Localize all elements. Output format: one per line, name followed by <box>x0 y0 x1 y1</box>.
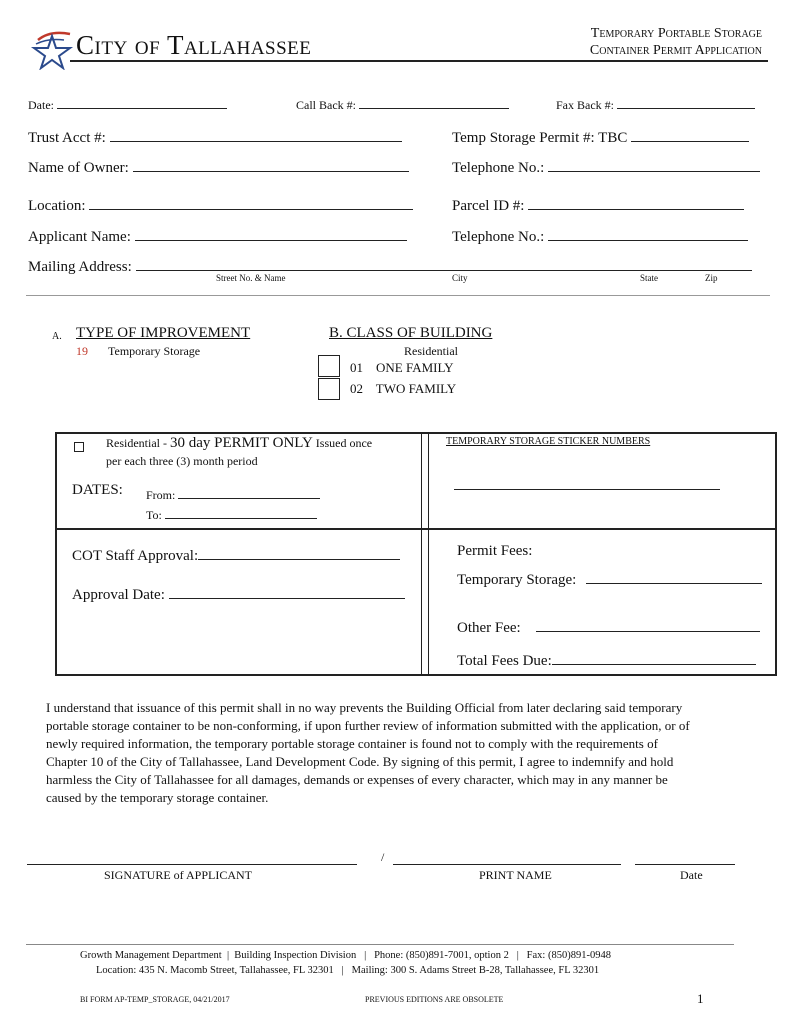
parcel-field <box>452 195 744 215</box>
parcel-input[interactable] <box>528 195 744 210</box>
date-input[interactable] <box>57 94 227 109</box>
to-input[interactable] <box>165 504 317 519</box>
sub-street: Street No. & Name <box>216 273 286 283</box>
print-name-input[interactable] <box>393 864 621 865</box>
from-input[interactable] <box>178 484 320 499</box>
trust-acct-label: Trust Acct #: <box>28 130 106 146</box>
telephone-input[interactable] <box>548 157 760 172</box>
star-logo-icon <box>30 26 76 70</box>
permit-fees-label: Permit Fees: <box>457 543 533 559</box>
fax-label: Fax Back #: <box>556 98 614 112</box>
applicant-field <box>28 226 407 246</box>
date-field <box>28 94 227 113</box>
temp-permit-input[interactable] <box>631 127 749 142</box>
sig-date-input[interactable] <box>635 864 735 865</box>
box-vertical-divider <box>421 434 429 674</box>
agreement-line: I understand that issuance of this permit shall in no way prevents the Building Official from later declaring said temporary <box>46 700 683 715</box>
approval-date-input[interactable] <box>169 584 405 599</box>
total-fees-label: Total Fees Due: <box>457 653 552 669</box>
owner-field <box>28 157 409 177</box>
agreement-line: portable storage container to be non-conforming, if upon further review of information submitted with the application, or of <box>46 718 690 733</box>
agreement-line: newly required information, the temporary portable storage container is found not to comply with the requirements of <box>46 736 658 751</box>
applicant-label: Applicant Name: <box>28 229 131 245</box>
to-label: To: <box>146 508 162 522</box>
sticker-heading: TEMPORARY STORAGE STICKER NUMBERS <box>446 436 651 447</box>
one-family-checkbox[interactable] <box>318 355 340 377</box>
owner-label: Name of Owner: <box>28 160 129 176</box>
to-field <box>146 504 317 523</box>
temp-permit-field <box>452 127 749 147</box>
total-fees-input[interactable] <box>552 650 756 665</box>
improvement-item: Temporary Storage <box>108 344 201 358</box>
owner-input[interactable] <box>133 157 409 172</box>
improvement-code: 19 <box>76 344 88 358</box>
date-label: Date: <box>28 98 54 112</box>
applicant-input[interactable] <box>135 226 407 241</box>
improvement-prefix: A. <box>52 331 62 342</box>
parcel-label: Parcel ID #: <box>452 198 525 214</box>
agreement-line: Chapter 10 of the City of Tallahassee, Land Development Code. By signing of this permit, I agree to indemnify and hold <box>46 754 674 769</box>
form-title-line1: Temporary Portable Storage <box>590 26 762 41</box>
mailing-label: Mailing Address: <box>28 259 132 275</box>
sig-date-label: Date <box>680 868 703 882</box>
fax-input[interactable] <box>617 94 755 109</box>
two-family-option <box>318 378 340 400</box>
telephone2-label: Telephone No.: <box>452 229 545 245</box>
staff-approval-field <box>72 545 400 565</box>
callback-field <box>296 94 509 113</box>
callback-input[interactable] <box>359 94 509 109</box>
box-horizontal-divider <box>57 528 775 530</box>
temp-storage-fee-label: Temporary Storage: <box>457 572 577 588</box>
from-field <box>146 484 320 503</box>
location-input[interactable] <box>89 195 413 210</box>
temp-storage-fee-field <box>457 569 762 589</box>
issued-once: Issued once <box>312 436 373 450</box>
improvement-heading: TYPE OF IMPROVEMENT <box>76 325 251 341</box>
trust-acct-field <box>28 127 402 147</box>
permit-period: per each three (3) month period <box>106 454 258 468</box>
telephone-label: Telephone No.: <box>452 160 545 176</box>
one-family-option <box>318 355 340 377</box>
residential-permit-option <box>74 438 84 456</box>
two-family-checkbox[interactable] <box>318 378 340 400</box>
other-fee-input[interactable] <box>536 617 760 632</box>
trust-acct-input[interactable] <box>110 127 402 142</box>
staff-approval-input[interactable] <box>198 545 400 560</box>
city-logo <box>30 26 76 70</box>
sub-zip: Zip <box>705 273 718 283</box>
sub-state: State <box>640 273 658 283</box>
telephone2-field <box>452 226 748 246</box>
footer-rule <box>26 944 734 945</box>
telephone2-input[interactable] <box>548 226 748 241</box>
callback-label: Call Back #: <box>296 98 356 112</box>
residential-permit-text <box>106 435 372 452</box>
signature-input[interactable] <box>27 864 357 865</box>
class-residential: Residential <box>404 344 458 358</box>
signature-slash: / <box>381 850 385 864</box>
location-label: Location: <box>28 198 86 214</box>
total-fees-field <box>457 650 756 670</box>
approval-date-label: Approval Date: <box>72 587 165 603</box>
signature-label: SIGNATURE of APPLICANT <box>104 868 253 882</box>
footer-line2: Location: 435 N. Macomb Street, Tallahassee, FL 32301 | Mailing: 300 S. Adams Street B-28, Tallahassee, FL 32301 <box>96 965 600 976</box>
fax-field <box>556 94 755 113</box>
mailing-input[interactable] <box>136 256 752 271</box>
header-rule <box>70 60 768 62</box>
staff-approval-label: COT Staff Approval: <box>72 548 199 564</box>
temp-storage-fee-input[interactable] <box>586 569 762 584</box>
class-heading: B. CLASS OF BUILDING <box>329 325 493 341</box>
other-fee-field <box>457 617 760 637</box>
two-family-label: 02 TWO FAMILY <box>350 381 457 396</box>
form-id: BI FORM AP-TEMP_STORAGE, 04/21/2017 <box>80 995 230 1004</box>
dates-label: DATES: <box>72 482 123 498</box>
approval-date-field <box>72 584 405 604</box>
location-field <box>28 195 413 215</box>
residential-prefix: Residential - <box>106 436 170 450</box>
form-title-line2: Container Permit Application <box>589 43 762 58</box>
sub-city: City <box>452 273 468 283</box>
agreement-line: caused by the temporary storage container. <box>46 790 269 805</box>
other-fee-label: Other Fee: <box>457 620 521 636</box>
agreement-paragraph <box>46 699 690 807</box>
temp-permit-label: Temp Storage Permit #: TBC <box>452 130 628 146</box>
section-divider <box>26 295 770 296</box>
print-name-label: PRINT NAME <box>479 868 552 882</box>
obsolete-note: PREVIOUS EDITIONS ARE OBSOLETE <box>365 995 504 1004</box>
residential-permit-checkbox[interactable] <box>74 442 84 452</box>
page-number: 1 <box>697 991 704 1006</box>
city-name: City of Tallahassee <box>76 30 312 60</box>
telephone-field <box>452 157 760 177</box>
one-family-label: 01 ONE FAMILY <box>350 360 454 375</box>
permit-only: 30 day PERMIT ONLY <box>169 435 313 451</box>
agreement-line: harmless the City of Tallahassee for all damages, demands or expenses of every character, which may in any manner be <box>46 772 668 787</box>
sticker-input[interactable] <box>454 489 720 490</box>
from-label: From: <box>146 488 176 502</box>
footer-line1: Growth Management Department | Building Inspection Division | Phone: (850)891-7001, option 2 | Fax: (850)891-0948 <box>80 950 611 961</box>
